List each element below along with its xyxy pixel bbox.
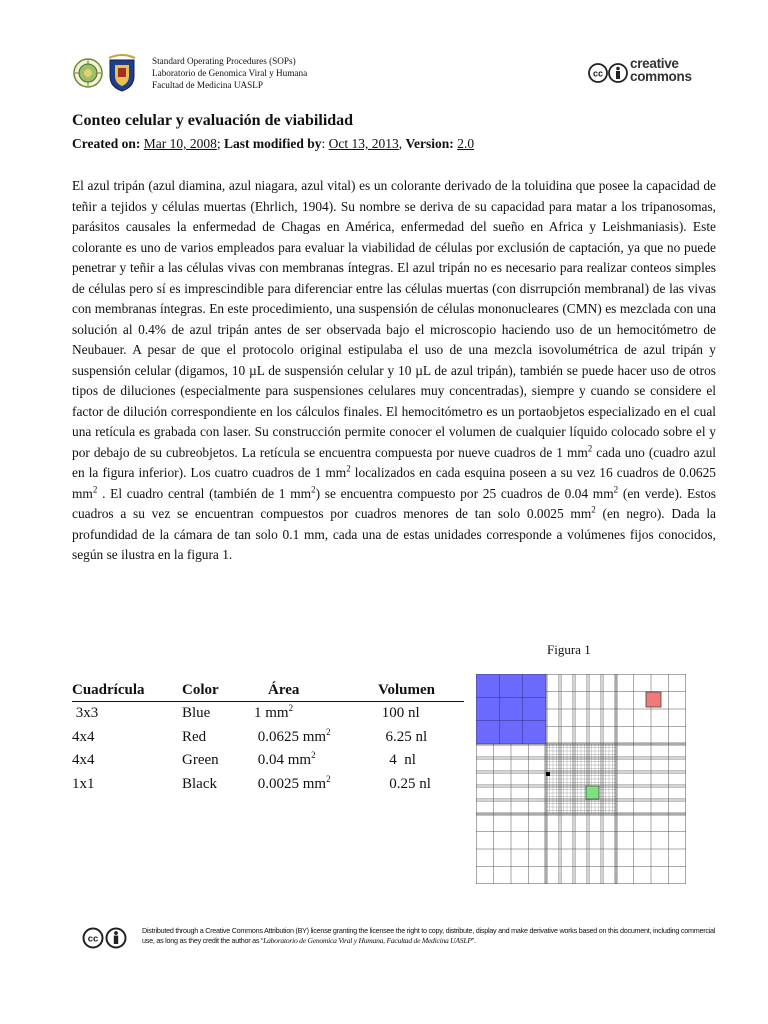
header-line-lab: Laboratorio de Genomica Viral y Humana: [152, 68, 308, 78]
modified-date: Oct 13, 2013: [328, 136, 399, 151]
meta-separator: ;: [216, 136, 221, 151]
superscript: 2: [613, 484, 619, 495]
university-seal-icon: [73, 58, 103, 88]
area-value: 1 mm: [254, 705, 289, 722]
svg-text:cc: cc: [87, 933, 99, 945]
header-volumen: Volumen: [378, 679, 464, 702]
header-cuadricula: Cuadrícula: [72, 679, 182, 702]
document-header: [73, 54, 713, 96]
created-label: Created on:: [72, 136, 141, 151]
document-meta: [72, 136, 474, 152]
cell-area: [254, 749, 378, 773]
body-text-part: ) se encuentra compuesto por 25 cuadros de 0.04 mm: [315, 485, 614, 501]
header-text-block: [152, 55, 307, 91]
table-row: [72, 702, 464, 726]
cell-color: Blue: [182, 705, 211, 722]
cell-area: [254, 773, 378, 797]
cell-volume: 6.25 nl: [378, 728, 428, 745]
cell-area: [254, 726, 378, 750]
superscript: 2: [326, 726, 331, 737]
cell-color: Black: [182, 775, 217, 792]
document-title: Conteo celular y evaluación de viabilidad: [72, 112, 354, 129]
svg-text:cc: cc: [592, 68, 604, 79]
faculty-crest-icon: [107, 54, 137, 92]
version-value: 2.0: [457, 136, 475, 151]
meta-separator: ,: [398, 136, 403, 151]
version-label: Version:: [405, 136, 454, 151]
cell-grid: 1x1: [72, 775, 95, 792]
green-square-1x1: [586, 786, 599, 799]
cell-area: [254, 702, 378, 726]
superscript: 2: [326, 773, 331, 784]
hemocytometer-grid-figure: [476, 674, 686, 884]
blue-square-3x3: [476, 674, 546, 744]
area-value: 0.0625 mm: [254, 728, 327, 745]
superscript: 2: [587, 443, 593, 454]
figure-caption: Figura 1: [547, 642, 591, 657]
table-row: [72, 773, 464, 797]
cc-by-license-icon: [82, 927, 128, 949]
superscript: 2: [288, 703, 294, 714]
cell-grid: 4x4: [72, 728, 95, 745]
header-line-faculty: Facultad de Medicina UASLP: [152, 80, 263, 90]
table-row: [72, 726, 464, 750]
superscript: 2: [346, 463, 351, 474]
table-row: [72, 749, 464, 773]
area-value: 0.0025 mm: [254, 775, 327, 792]
license-end: ”.: [471, 935, 476, 945]
cell-grid: 3x3: [72, 705, 99, 722]
superscript: 2: [311, 750, 316, 761]
meta-colon: :: [321, 136, 326, 151]
cell-grid: 4x4: [72, 752, 95, 769]
body-text-part: cada uno (cuadro azul en la figura inferior). Los cuatro cuadros de 1 mm: [72, 444, 716, 480]
created-date: Mar 10, 2008: [143, 136, 217, 151]
black-square-small: [546, 772, 550, 776]
modified-label: Last modified by: [224, 136, 322, 151]
body-paragraph: [72, 176, 716, 566]
body-text-part: El azul tripán (azul diamina, azul niagara, azul vital) es un colorante derivado de la toluidina que posee la capacidad de teñir a tejidos y células muertas (Ehrlich, 1904). Su nombre se deriva de su capacidad para matar a los tripanosomas, parásitos causales la enfermedad de Chagas en América, enfermedad del sueño en Africa y Leishmaniasis). Este colorante es uno de varios empleados para evaluar la viabilidad de células por exclusión de captación, ya que no puede penetrar y teñir a las células vivas con membranas íntegras. El azul tripán no es necesario para realizar conteos simples de células pero sí es imprescindible para diferenciar entre las células muertas (con disrrupción membranal) de las vivas con membranas íntegras. En este procedimiento, una suspensión de células mononucleares (CMN) es mezclada con una solución al 0.4% de azul tripán antes de ser observada bajo el microscopio haciendo uso de un hemocitómetro de Neubauer. A pesar de que el protocolo original estipulaba el uso de una mezcla isovolumétrica de azul tripán y suspensión celular (digamos, 10 µL de suspensión celular y 10 µL de azul tripán), también se puede hacer uso de otros tipos de diluciones (especialmente para suspensiones celulares muy concentradas), siempre y cuando se considere el factor de dilución correspondiente en los cálculos finales. El hemocitómetro es un portaobjetos especializado en el cual una retícula es grabada con laser. Su construcción permite conocer el volumen de cualquier líquido colocado sobre el y por debajo de su cubreobjetos. La retícula se encuentra compuesta por nueve cuadros de 1 mm: [72, 178, 716, 460]
license-text: [142, 926, 722, 945]
red-square-4x4: [646, 692, 661, 707]
creative-commons-logo: [588, 58, 708, 88]
cc-by-icon: [588, 63, 628, 83]
cc-word-commons: commons: [630, 69, 692, 84]
cell-volume: 4 nl: [378, 752, 416, 769]
header-color: Color: [182, 679, 254, 702]
table-header-row: [72, 679, 464, 702]
license-body: Distributed through a Creative Commons Attribution (BY) license granting the licensee the right to copy, distribute, display and make derivative works based on this document, including commercial use, as long as they credit the author as “: [142, 926, 716, 945]
license-credit: Laboratorio de Genomica Viral y Humana, Facultad de Medicina UASLP: [263, 935, 472, 945]
superscript: 2: [311, 484, 316, 495]
area-value: 0.04 mm: [254, 752, 312, 769]
body-text-part: . El cuadro central (también de 1 mm: [97, 485, 312, 501]
cc-word-creative: creative: [630, 56, 679, 71]
header-area: Área: [254, 679, 378, 702]
cell-volume: 0.25 nl: [378, 775, 431, 792]
cc-wordmark: [630, 57, 692, 83]
cell-volume: 100 nl: [378, 705, 420, 722]
header-line-sops: Standard Operating Procedures (SOPs): [152, 56, 296, 66]
cell-color: Red: [182, 728, 207, 745]
grid-volume-table: [72, 679, 464, 796]
body-text-part: localizados en cada esquina poseen a su vez 16 cuadros de 0.0625 mm: [72, 465, 716, 501]
superscript: 2: [92, 484, 98, 495]
superscript: 2: [591, 504, 596, 515]
license-footer: [82, 926, 722, 952]
body-text-part: (en verde). Estos cuadros a su vez se encuentran compuestos por cuadros menores de tan solo 0.0025 mm: [72, 485, 716, 521]
cell-color: Green: [182, 752, 219, 769]
body-text-part: (en negro). Dada la profundidad de la cámara de tan solo 0.1 mm, cada una de estas unidades corresponde a volúmenes fijos conocidos, según se ilustra en la figura 1.: [72, 506, 717, 562]
